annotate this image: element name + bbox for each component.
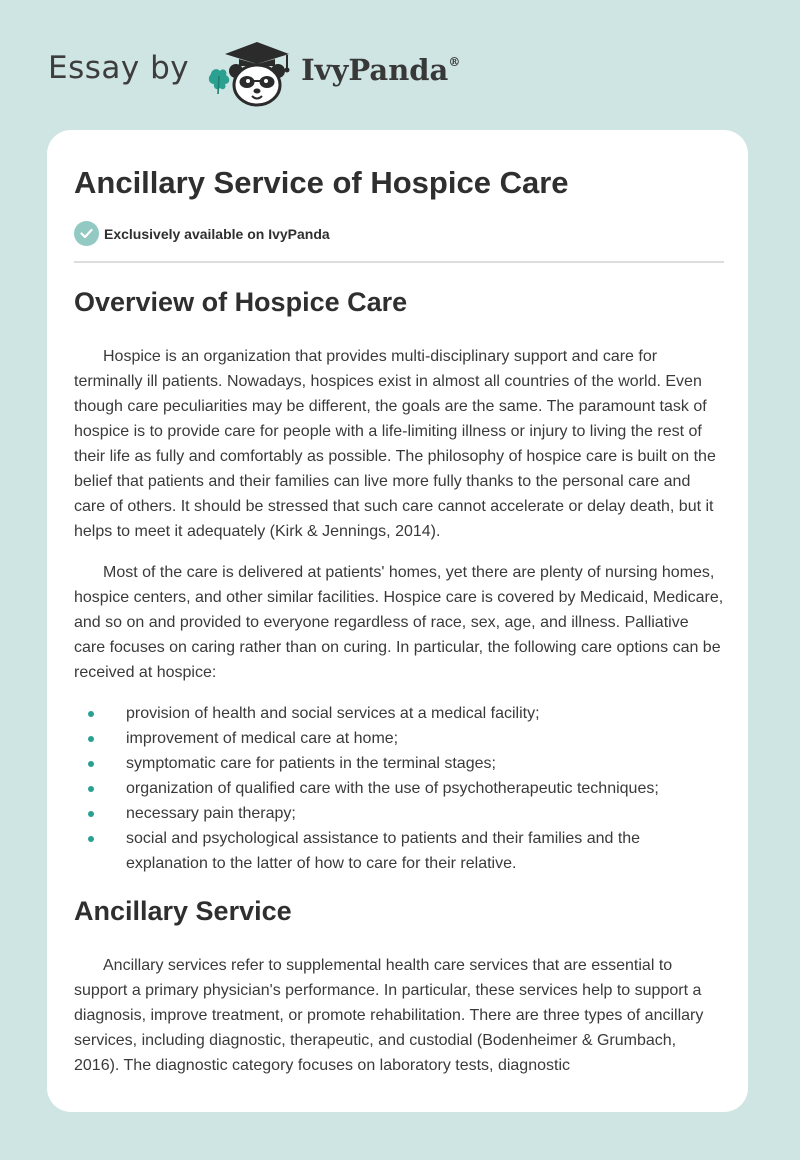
list-item: necessary pain therapy; (74, 801, 724, 826)
section-heading-overview: Overview of Hospice Care (74, 287, 408, 317)
article-body (74, 280, 724, 1078)
list-item: provision of health and social services at a medical facility; (74, 701, 724, 726)
bullet-icon (88, 786, 94, 792)
bullet-icon (88, 711, 94, 717)
check-icon (74, 221, 99, 246)
page-title: Ancillary Service of Hospice Care (74, 165, 569, 200)
section-heading-ancillary: Ancillary Service (74, 896, 292, 926)
site-header (48, 34, 460, 108)
list-item: symptomatic care for patients in the terminal stages; (74, 751, 724, 776)
bullet-icon (88, 761, 94, 767)
bullet-icon (88, 811, 94, 817)
divider (74, 261, 724, 263)
ivypanda-logo-icon[interactable] (205, 34, 297, 108)
paragraph: Ancillary services refer to supplemental health care services that are essential to support a primary physician's performance. In particular, these services help to support a diagnosis, improve treatment, or promote rehabilitation. There are three types of ancillary services, including diagnostic, therapeutic, and custodial (Bodenheimer & Grumbach, 2016). The diagnostic category focuses on laboratory tests, diagnostic (74, 957, 704, 1074)
list-item: social and psychological assistance to patients and their families and the explanation to the latter of how to care for their relative. (74, 826, 724, 876)
care-options-list (74, 701, 724, 876)
list-item: organization of qualified care with the use of psychotherapeutic techniques; (74, 776, 724, 801)
bullet-icon (88, 836, 94, 842)
bullet-icon (88, 736, 94, 742)
list-item: improvement of medical care at home; (74, 726, 724, 751)
paragraph: Hospice is an organization that provides multi-disciplinary support and care for terminally ill patients. Nowadays, hospices exist in almost all countries of the world. Even though care peculiarities may be different, the goals are the same. The paramount task of hospice is to provide care for people with a life-limiting illness or injury to living the rest of their life as fully and comfortably as possible. The philosophy of hospice care is built on the belief that patients and their families can live more fully thanks to the personal care and care of others. It should be stressed that such care cannot accelerate or delay death, but it helps to meet it adequately (Kirk & Jennings, 2014). (74, 348, 716, 540)
paragraph: Most of the care is delivered at patients' homes, yet there are plenty of nursing homes, hospice centers, and other similar facilities. Hospice care is covered by Medicaid, Medicare, and so on and provided to everyone regardless of race, sex, age, and illness. Palliative care focuses on caring rather than on curing. In particular, the following care options can be received at hospice: (74, 564, 724, 681)
essay-by-label: Essay by (48, 50, 190, 86)
exclusive-badge (74, 221, 330, 246)
registered-mark: ® (448, 55, 461, 69)
exclusive-label: Exclusively available on IvyPanda (104, 225, 330, 242)
article-card (47, 130, 748, 1112)
brand-name[interactable]: IvyPanda® (301, 53, 461, 87)
